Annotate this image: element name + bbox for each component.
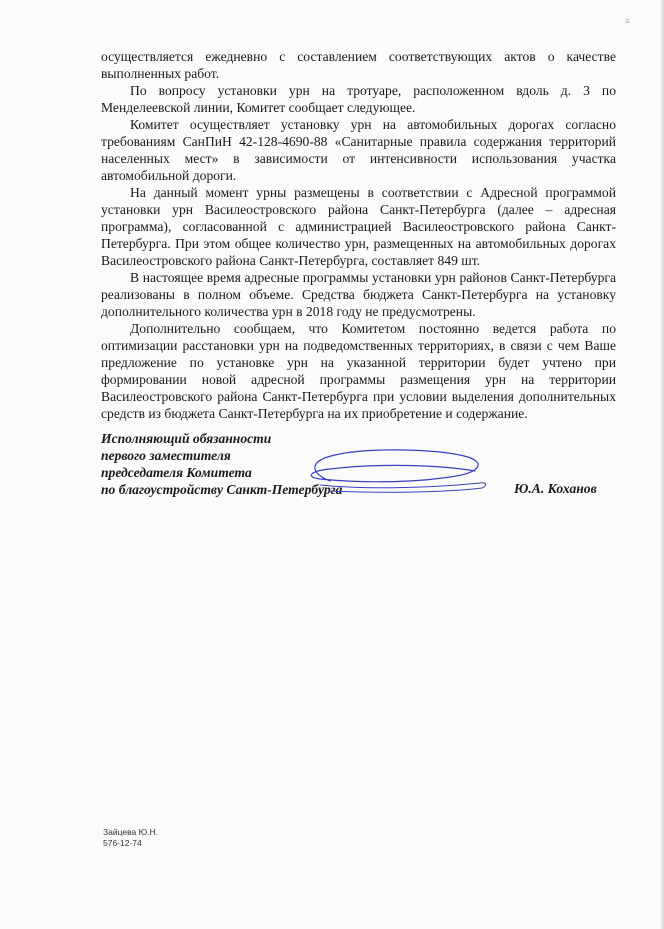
executor-info bbox=[103, 827, 158, 849]
signatory-title-line-1: Исполняющий обязанности bbox=[101, 431, 272, 446]
handwritten-signature bbox=[290, 443, 490, 503]
signatory-title-line-4: по благоустройству Санкт-Петербурга bbox=[101, 482, 343, 497]
signatory-title-line-3: председателя Комитета bbox=[101, 465, 252, 480]
signatory-title-line-2: первого заместителя bbox=[101, 448, 231, 463]
signature-stroke bbox=[311, 450, 478, 482]
paragraph-6: Дополнительно сообщаем, что Комитетом постоянно ведется работа по оптимизации расстановки урн на подведомственных территориях, в связи с чем Ваше предложение по установке урн на указанной территории будет учтено при формировании новой адресной программы размещения урн на территории Василеостровского района Санкт-Петербурга при условии выделения дополнительных средств из бюджета Санкт-Петербурга на их приобретение и содержание. bbox=[101, 321, 616, 421]
paragraph-2: По вопросу установки урн на тротуаре, расположенном вдоль д. 3 по Менделеевской линии, Комитет сообщает следующее. bbox=[101, 83, 616, 115]
paragraph-4: На данный момент урны размещены в соответствии с Адресной программой установки урн Василеостровского района Санкт-Петербурга (далее – адресная программа), согласованной с администрацией Василеостровского района Санкт-Петербурга. При этом общее количество урн, размещенных на автомобильных дорогах Василеостровского района Санкт-Петербурга, составляет 849 шт. bbox=[101, 185, 616, 268]
paragraph-1: осуществляется ежедневно с составлением соответствующих актов о качестве выполненных работ. bbox=[101, 49, 616, 81]
letter-body bbox=[101, 48, 616, 422]
signature-stroke bbox=[320, 483, 486, 492]
corner-mark: ≡ bbox=[624, 16, 630, 26]
paragraph-3: Комитет осуществляет установку урн на автомобильных дорогах согласно требованиям СанПиН 42-128-4690-88 «Санитарные правила содержания территорий населенных мест» в зависимости от интенсивности использования участка автомобильной дороги. bbox=[101, 117, 616, 183]
executor-name: Зайцева Ю.Н. bbox=[103, 827, 159, 837]
page-edge-shadow bbox=[660, 0, 664, 929]
signatory-name: Ю.А. Коханов bbox=[514, 481, 597, 496]
executor-phone: 576-12-74 bbox=[103, 838, 142, 848]
paragraph-5: В настоящее время адресные программы установки урн районов Санкт-Петербурга реализованы в полном объеме. Средства бюджета Санкт-Петербурга на установку дополнительного количества урн в 2018 году не предусмотрены. bbox=[101, 270, 616, 319]
